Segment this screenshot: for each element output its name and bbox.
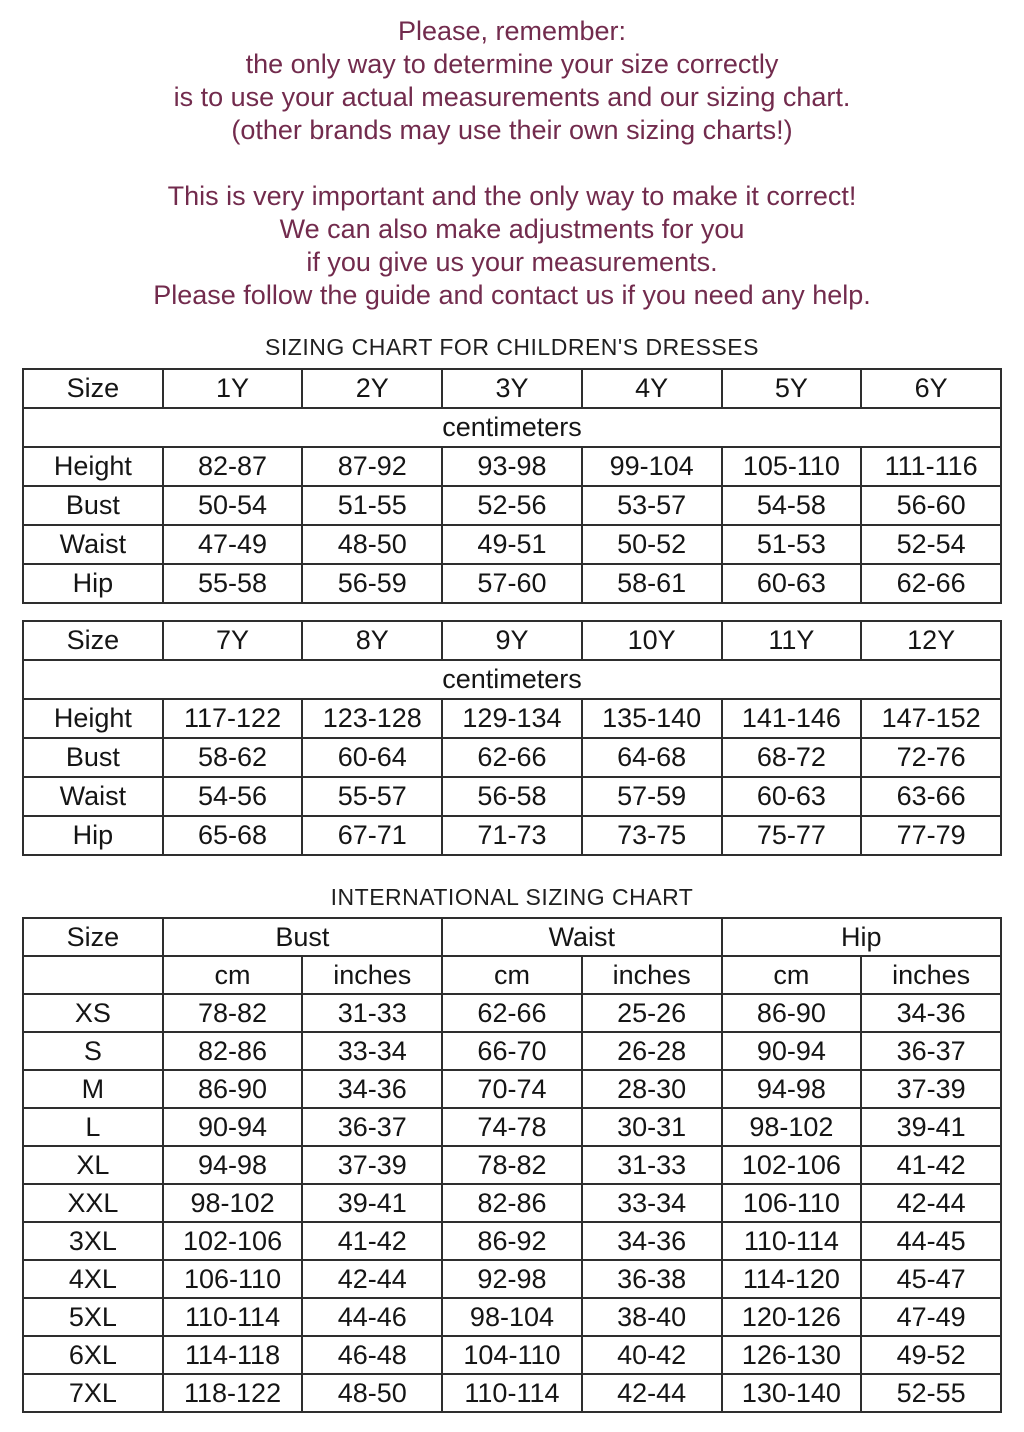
measurement-value-cell: 53-57 [582, 486, 722, 525]
measurement-value-cell: 58-61 [582, 564, 722, 603]
measurement-row [23, 816, 1001, 855]
unit-header-cell: cm [163, 956, 303, 994]
measurement-value-cell: 94-98 [722, 1070, 862, 1108]
measurement-value-cell: 45-47 [861, 1260, 1001, 1298]
measurement-value-cell: 62-66 [442, 738, 582, 777]
measurement-value-cell: 82-86 [163, 1032, 303, 1070]
measurement-value-cell: 62-66 [442, 994, 582, 1032]
intl-size-row [23, 1222, 1001, 1260]
size-label-cell: XL [23, 1146, 163, 1184]
size-header-cell: Size [23, 918, 163, 956]
measurement-value-cell: 56-60 [861, 486, 1001, 525]
measurement-row [23, 564, 1001, 603]
unit-header-cell: inches [302, 956, 442, 994]
size-header-row [23, 369, 1001, 408]
size-label-cell: L [23, 1108, 163, 1146]
intro-line: if you give us your measurements. [306, 247, 718, 277]
measurement-value-cell: 52-54 [861, 525, 1001, 564]
measurement-value-cell: 129-134 [442, 699, 582, 738]
measurement-value-cell: 44-46 [302, 1298, 442, 1336]
measurement-value-cell: 78-82 [163, 994, 303, 1032]
measurement-value-cell: 90-94 [722, 1032, 862, 1070]
measurement-value-cell: 86-90 [722, 994, 862, 1032]
size-code-cell: 7Y [163, 621, 303, 660]
size-code-cell: 3Y [442, 369, 582, 408]
measurement-value-cell: 54-56 [163, 777, 303, 816]
measurement-value-cell: 114-118 [163, 1336, 303, 1374]
measurement-label-cell: Hip [23, 564, 163, 603]
size-header-cell: Size [23, 621, 163, 660]
measurement-value-cell: 54-58 [722, 486, 862, 525]
measurement-value-cell: 82-86 [442, 1184, 582, 1222]
measurement-value-cell: 30-31 [582, 1108, 722, 1146]
measurement-value-cell: 86-90 [163, 1070, 303, 1108]
measurement-row [23, 699, 1001, 738]
measurement-value-cell: 104-110 [442, 1336, 582, 1374]
size-code-cell: 4Y [582, 369, 722, 408]
measurement-value-cell: 42-44 [582, 1374, 722, 1412]
children-sizing-table-2 [22, 620, 1002, 856]
measurement-value-cell: 123-128 [302, 699, 442, 738]
units-cell: centimeters [23, 408, 1001, 447]
measurement-value-cell: 87-92 [302, 447, 442, 486]
measurement-value-cell: 98-102 [163, 1184, 303, 1222]
measurement-value-cell: 106-110 [722, 1184, 862, 1222]
measurement-value-cell: 98-104 [442, 1298, 582, 1336]
size-code-cell: 6Y [861, 369, 1001, 408]
measurement-value-cell: 60-63 [722, 564, 862, 603]
measurement-value-cell: 102-106 [722, 1146, 862, 1184]
measurement-value-cell: 42-44 [861, 1184, 1001, 1222]
measurement-value-cell: 117-122 [163, 699, 303, 738]
measurement-value-cell: 57-59 [582, 777, 722, 816]
intro-line: Please, remember: [397, 16, 627, 46]
intro-line: the only way to determine your size correctly [245, 49, 779, 79]
size-code-cell: 11Y [722, 621, 862, 660]
intl-size-row [23, 1070, 1001, 1108]
measurement-label-cell: Height [23, 699, 163, 738]
measurement-value-cell: 58-62 [163, 738, 303, 777]
measurement-label-cell: Hip [23, 816, 163, 855]
measurement-value-cell: 72-76 [861, 738, 1001, 777]
measurement-row [23, 486, 1001, 525]
measurement-value-cell: 65-68 [163, 816, 303, 855]
measurement-value-cell: 34-36 [582, 1222, 722, 1260]
measurement-value-cell: 34-36 [302, 1070, 442, 1108]
measurement-value-cell: 147-152 [861, 699, 1001, 738]
intl-size-row [23, 1184, 1001, 1222]
measurement-value-cell: 47-49 [163, 525, 303, 564]
measurement-value-cell: 92-98 [442, 1260, 582, 1298]
measurement-value-cell: 77-79 [861, 816, 1001, 855]
size-label-cell: XXL [23, 1184, 163, 1222]
measurement-label-cell: Height [23, 447, 163, 486]
measurement-value-cell: 26-28 [582, 1032, 722, 1070]
measurement-value-cell: 52-56 [442, 486, 582, 525]
measurement-value-cell: 86-92 [442, 1222, 582, 1260]
measurement-label-cell: Waist [23, 525, 163, 564]
unit-header-cell: cm [722, 956, 862, 994]
measurement-value-cell: 41-42 [302, 1222, 442, 1260]
measurement-value-cell: 68-72 [722, 738, 862, 777]
measurement-value-cell: 49-52 [861, 1336, 1001, 1374]
measurement-value-cell: 37-39 [302, 1146, 442, 1184]
measurement-value-cell: 120-126 [722, 1298, 862, 1336]
measurement-value-cell: 110-114 [442, 1374, 582, 1412]
size-label-cell: 7XL [23, 1374, 163, 1412]
measurement-value-cell: 31-33 [302, 994, 442, 1032]
size-code-cell: 10Y [582, 621, 722, 660]
measurement-value-cell: 56-58 [442, 777, 582, 816]
measurement-value-cell: 130-140 [722, 1374, 862, 1412]
intl-size-row [23, 994, 1001, 1032]
units-cell: centimeters [23, 660, 1001, 699]
measurement-value-cell: 31-33 [582, 1146, 722, 1184]
measurement-row [23, 525, 1001, 564]
intro-line: This is very important and the only way to make it correct! [167, 181, 857, 211]
measurement-value-cell: 75-77 [722, 816, 862, 855]
measurement-value-cell: 49-51 [442, 525, 582, 564]
measurement-value-cell: 71-73 [442, 816, 582, 855]
measurement-value-cell: 38-40 [582, 1298, 722, 1336]
measurement-value-cell: 46-48 [302, 1336, 442, 1374]
measurement-value-cell: 33-34 [582, 1184, 722, 1222]
intro-paragraph-2 [0, 180, 1024, 312]
measurement-value-cell: 25-26 [582, 994, 722, 1032]
measurement-label-cell: Waist [23, 777, 163, 816]
intl-units-row [23, 956, 1001, 994]
measurement-value-cell: 50-54 [163, 486, 303, 525]
measurement-value-cell: 99-104 [582, 447, 722, 486]
measurement-value-cell: 114-120 [722, 1260, 862, 1298]
measurement-value-cell: 47-49 [861, 1298, 1001, 1336]
measurement-value-cell: 135-140 [582, 699, 722, 738]
measurement-value-cell: 63-66 [861, 777, 1001, 816]
unit-header-cell: inches [861, 956, 1001, 994]
measurement-value-cell: 82-87 [163, 447, 303, 486]
children-sizing-table-1 [22, 368, 1002, 604]
measurement-label-cell: Bust [23, 738, 163, 777]
measurement-value-cell: 56-59 [302, 564, 442, 603]
intl-size-row [23, 1108, 1001, 1146]
children-chart-title: SIZING CHART FOR CHILDREN'S DRESSES [265, 334, 759, 360]
size-code-cell: 2Y [302, 369, 442, 408]
measurement-value-cell: 118-122 [163, 1374, 303, 1412]
intl-size-row [23, 1032, 1001, 1070]
intro-line: Please follow the guide and contact us if you need any help. [153, 280, 871, 310]
intl-size-row [23, 1374, 1001, 1412]
empty-header-cell [23, 956, 163, 994]
units-row [23, 660, 1001, 699]
measurement-value-cell: 141-146 [722, 699, 862, 738]
size-label-cell: XS [23, 994, 163, 1032]
measurement-value-cell: 106-110 [163, 1260, 303, 1298]
intro-line: (other brands may use their own sizing charts!) [231, 115, 793, 145]
measurement-row [23, 447, 1001, 486]
measurement-value-cell: 110-114 [722, 1222, 862, 1260]
size-code-cell: 9Y [442, 621, 582, 660]
measurement-value-cell: 94-98 [163, 1146, 303, 1184]
size-header-row [23, 621, 1001, 660]
measurement-value-cell: 93-98 [442, 447, 582, 486]
group-header-cell: Hip [722, 918, 1001, 956]
measurement-value-cell: 42-44 [302, 1260, 442, 1298]
measurement-value-cell: 90-94 [163, 1108, 303, 1146]
measurement-value-cell: 36-37 [861, 1032, 1001, 1070]
intro-line: is to use your actual measurements and our sizing chart. [173, 82, 851, 112]
measurement-value-cell: 28-30 [582, 1070, 722, 1108]
measurement-value-cell: 36-38 [582, 1260, 722, 1298]
measurement-value-cell: 44-45 [861, 1222, 1001, 1260]
measurement-value-cell: 40-42 [582, 1336, 722, 1374]
intl-header-row [23, 918, 1001, 956]
intro-note [0, 0, 1024, 312]
international-chart-title: INTERNATIONAL SIZING CHART [330, 884, 694, 910]
size-label-cell: 5XL [23, 1298, 163, 1336]
measurement-value-cell: 51-53 [722, 525, 862, 564]
measurement-value-cell: 48-50 [302, 1374, 442, 1412]
intl-size-row [23, 1146, 1001, 1184]
size-label-cell: S [23, 1032, 163, 1070]
measurement-value-cell: 39-41 [302, 1184, 442, 1222]
measurement-value-cell: 33-34 [302, 1032, 442, 1070]
size-label-cell: 6XL [23, 1336, 163, 1374]
measurement-value-cell: 48-50 [302, 525, 442, 564]
size-code-cell: 12Y [861, 621, 1001, 660]
measurement-value-cell: 111-116 [861, 447, 1001, 486]
measurement-value-cell: 57-60 [442, 564, 582, 603]
measurement-value-cell: 102-106 [163, 1222, 303, 1260]
measurement-value-cell: 126-130 [722, 1336, 862, 1374]
size-label-cell: M [23, 1070, 163, 1108]
measurement-value-cell: 36-37 [302, 1108, 442, 1146]
measurement-value-cell: 70-74 [442, 1070, 582, 1108]
measurement-value-cell: 55-57 [302, 777, 442, 816]
measurement-value-cell: 67-71 [302, 816, 442, 855]
measurement-value-cell: 52-55 [861, 1374, 1001, 1412]
intro-line: We can also make adjustments for you [279, 214, 745, 244]
measurement-value-cell: 98-102 [722, 1108, 862, 1146]
measurement-value-cell: 34-36 [861, 994, 1001, 1032]
measurement-value-cell: 39-41 [861, 1108, 1001, 1146]
measurement-value-cell: 50-52 [582, 525, 722, 564]
measurement-value-cell: 105-110 [722, 447, 862, 486]
size-code-cell: 8Y [302, 621, 442, 660]
measurement-value-cell: 37-39 [861, 1070, 1001, 1108]
measurement-value-cell: 60-64 [302, 738, 442, 777]
size-label-cell: 4XL [23, 1260, 163, 1298]
measurement-value-cell: 51-55 [302, 486, 442, 525]
size-label-cell: 3XL [23, 1222, 163, 1260]
unit-header-cell: cm [442, 956, 582, 994]
units-row [23, 408, 1001, 447]
measurement-label-cell: Bust [23, 486, 163, 525]
measurement-value-cell: 74-78 [442, 1108, 582, 1146]
intl-size-row [23, 1336, 1001, 1374]
intl-size-row [23, 1298, 1001, 1336]
measurement-value-cell: 62-66 [861, 564, 1001, 603]
measurement-row [23, 777, 1001, 816]
group-header-cell: Bust [163, 918, 442, 956]
measurement-value-cell: 66-70 [442, 1032, 582, 1070]
measurement-value-cell: 73-75 [582, 816, 722, 855]
international-sizing-table [22, 917, 1002, 1413]
intro-paragraph-1 [0, 15, 1024, 147]
measurement-value-cell: 41-42 [861, 1146, 1001, 1184]
size-header-cell: Size [23, 369, 163, 408]
measurement-value-cell: 60-63 [722, 777, 862, 816]
group-header-cell: Waist [442, 918, 721, 956]
measurement-value-cell: 55-58 [163, 564, 303, 603]
measurement-row [23, 738, 1001, 777]
unit-header-cell: inches [582, 956, 722, 994]
intl-size-row [23, 1260, 1001, 1298]
measurement-value-cell: 110-114 [163, 1298, 303, 1336]
measurement-value-cell: 78-82 [442, 1146, 582, 1184]
measurement-value-cell: 64-68 [582, 738, 722, 777]
size-code-cell: 1Y [163, 369, 303, 408]
size-code-cell: 5Y [722, 369, 862, 408]
